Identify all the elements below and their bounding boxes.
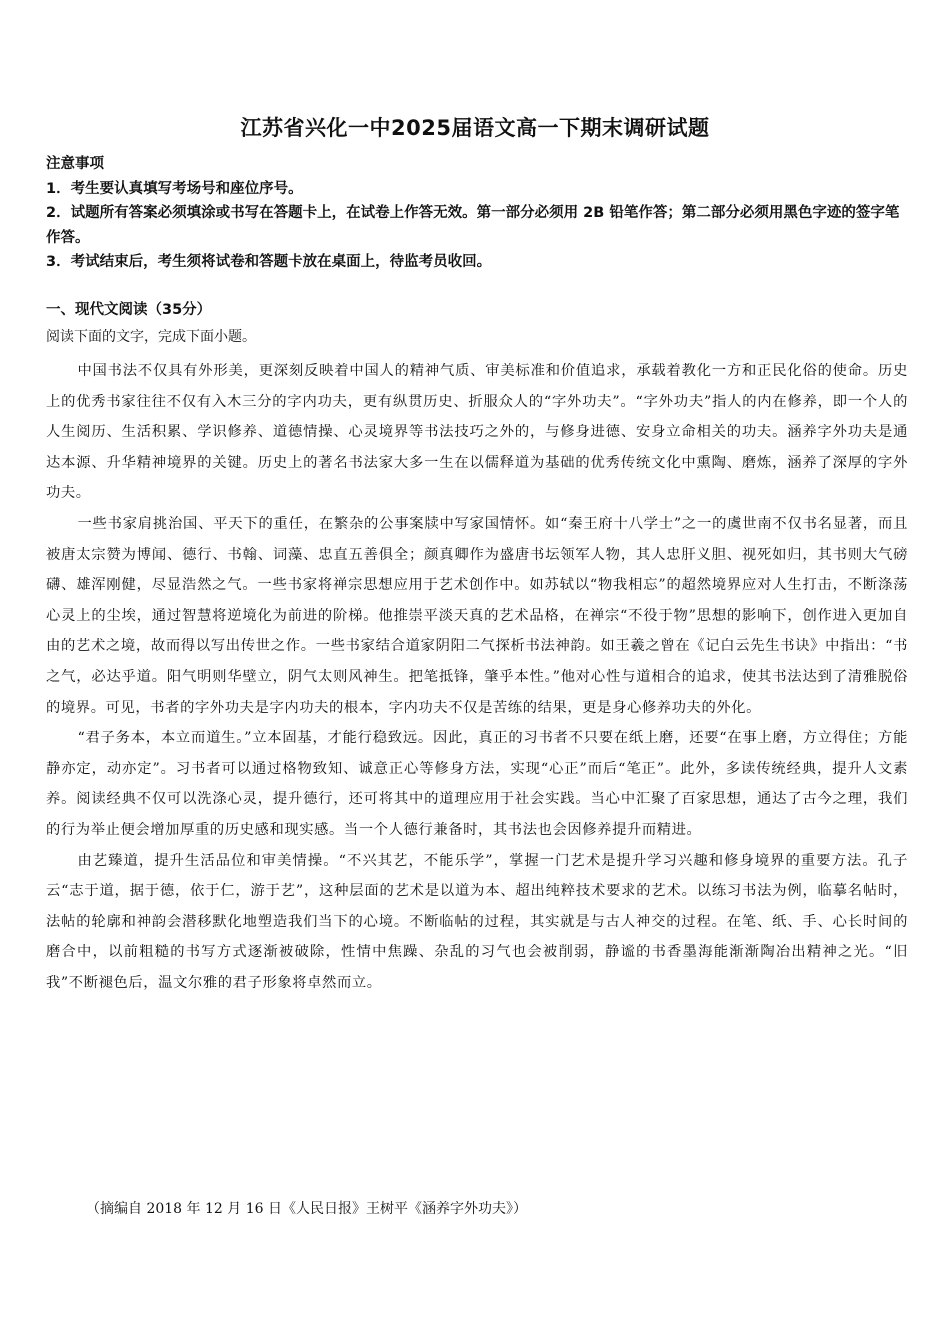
section-heading: 一、现代文阅读（35分）	[46, 302, 212, 318]
notice-item: 3．考试结束后，考生须将试卷和答题卡放在桌面上，待监考员收回。	[46, 254, 492, 270]
passage-paragraph: 一些书家肩挑治国、平天下的重任，在繁杂的公事案牍中写家国情怀。如“秦王府十八学士”之一的虞世南不仅书名显著，而且被唐太宗赞为博闻、德行、书翰、词藻、忠直五善俱全；颜真卿作为盛唐书坛领军人物，其人忠肝义胆、视死如归，其书则大气磅礴、雄浑刚健，尽显浩然之气。一些书家将禅宗思想应用于艺术创作中。如苏轼以“物我相忘”的超然境界应对人生打击，不断涤荡心灵上的尘埃，通过智慧将逆境化为前进的阶梯。他推崇平淡天真的艺术品格，在禅宗“不役于物”思想的影响下，创作进入更加自由的艺术之境，故而得以写出传世之作。一些书家结合道家阴阳二气探析书法神韵。如王羲之曾在《记白云先生书诀》中指出：“书之气，必达乎道。阳气明则华壁立，阴气太则风神生。把笔抵锋，肇乎本性。”他对心性与道相合的追求，使其书法达到了清雅脱俗的境界。可见，书者的字外功夫是字内功夫的根本，字内功夫不仅是苦练的结果，更是身心修养功夫的外化。	[46, 515, 908, 716]
notice-block	[46, 152, 908, 275]
reading-passage	[46, 356, 908, 998]
section-instruction: 阅读下面的文字，完成下面小题。	[46, 329, 256, 345]
passage-paragraph: 中国书法不仅具有外形美，更深刻反映着中国人的精神气质、审美标准和价值追求，承载着教化一方和正民化俗的使命。历史上的优秀书家往往不仅有入木三分的字内功夫，更有纵贯历史、折服众人的“字外功夫”。“字外功夫”指人的内在修养，即一个人的人生阅历、生活积累、学识修养、道德情操、心灵境界等书法技巧之外的，与修身进德、安身立命相关的功夫。涵养字外功夫是通达本源、升华精神境界的关键。历史上的著名书法家大多一生在以儒释道为基础的优秀传统文化中熏陶、磨炼，涵养了深厚的字外功夫。	[46, 363, 908, 502]
notice-item: 2．试题所有答案必须填涂或书写在答题卡上，在试卷上作答无效。第一部分必须用 2B 铅笔作答；第二部分必须用黑色字迹的签字笔作答。	[46, 205, 900, 246]
passage-paragraph: 由艺臻道，提升生活品位和审美情操。“不兴其艺，不能乐学”，掌握一门艺术是提升学习兴趣和修身境界的重要方法。孔子云“志于道，据于德，依于仁，游于艺”，这种层面的艺术是以道为本、超出纯粹技术要求的艺术。以练习书法为例，临摹名帖时，法帖的轮廓和神韵会潜移默化地塑造我们当下的心境。不断临帖的过程，其实就是与古人神交的过程。在笔、纸、手、心长时间的磨合中，以前粗糙的书写方式逐渐被破除，性情中焦躁、杂乱的习气也会被削弱，静谧的书香墨海能渐渐陶冶出精神之光。“旧我”不断褪色后，温文尔雅的君子形象将卓然而立。	[46, 852, 908, 991]
page-title: 江苏省兴化一中2025届语文高一下期末调研试题	[240, 116, 710, 140]
passage-source: （摘编自 2018 年 12 月 16 日《人民日报》王树平《涵养字外功夫》）	[86, 1201, 527, 1217]
notice-heading: 注意事项	[46, 156, 104, 172]
notice-item: 1．考生要认真填写考场号和座位序号。	[46, 180, 303, 197]
passage-paragraph: “君子务本，本立而道生。”立本固基，才能行稳致远。因此，真正的习书者不只要在纸上磨，还要“在事上磨，方立得住；方能静亦定，动亦定”。习书者可以通过格物致知、诚意正心等修身方法，实现“心正”而后“笔正”。此外，多读传统经典，提升人文素养。阅读经典不仅可以洗涤心灵，提升德行，还可将其中的道理应用于社会实践。当心中汇聚了百家思想，通达了古今之理，我们的行为举止便会增加厚重的历史感和现实感。当一个人德行兼备时，其书法也会因修养提升而精进。	[46, 730, 908, 838]
